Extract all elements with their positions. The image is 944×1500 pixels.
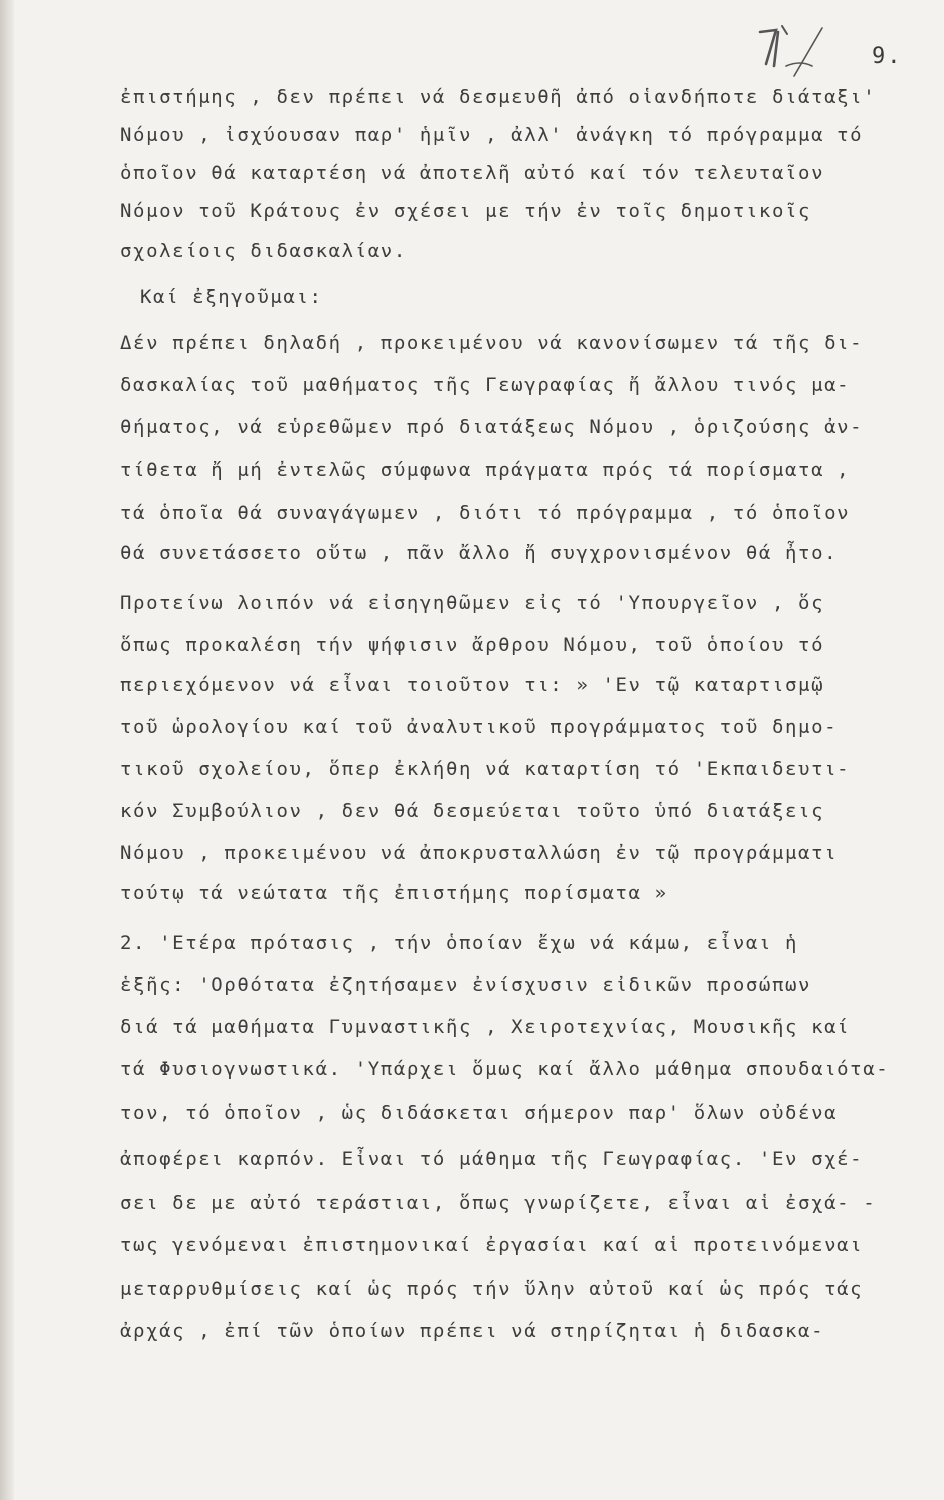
- handwritten-archive-number: [756, 20, 826, 80]
- text-line: ἐπιστήμης , δεν πρέπει νά δεσμευθῆ ἀπό οἱανδήποτε διάταξι': [120, 86, 877, 108]
- text-line: τούτῳ τά νεώτατα τῆς ἐπιστήμης πορίσματα »: [120, 882, 668, 904]
- text-line: Νόμου , ἰσχύουσαν παρ' ἡμῖν , ἀλλ' ἀνάγκη τό πρόγραμμα τό: [120, 124, 864, 146]
- text-line: μεταρρυθμίσεις καί ὡς πρός τήν ὕλην αὐτοῦ καί ὡς πρός τάς: [120, 1278, 864, 1300]
- text-line: τως γενόμεναι ἐπιστημονικαί ἐργασίαι καί αἱ προτεινόμεναι: [120, 1234, 864, 1256]
- text-line: ὅπως προκαλέση τήν ψήφισιν ἄρθρου Νόμου, τοῦ ὁποίου τό: [120, 634, 825, 656]
- text-line: τον, τό ὁποῖον , ὡς διδάσκεται σήμερον παρ' ὅλων οὐδένα: [120, 1102, 838, 1124]
- text-line: τίθετα ἤ μή ἐντελῶς σύμφωνα πράγματα πρός τά πορίσματα ,: [120, 459, 851, 481]
- text-line: 2. 'Ετέρα πρότασις , τήν ὁποίαν ἔχω νά κάμω, εἶναι ἡ: [120, 932, 799, 954]
- page-edge-shadow: [0, 0, 14, 1500]
- page-number: 9.: [872, 44, 903, 69]
- text-line: διά τά μαθήματα Γυμναστικῆς , Χειροτεχνίας, Μουσικῆς καί: [120, 1016, 851, 1038]
- text-line: Προτείνω λοιπόν νά εἰσηγηθῶμεν εἰς τό 'Υπουργεῖον , ὅς: [120, 592, 825, 614]
- text-line: τά ὁποῖα θά συναγάγωμεν , διότι τό πρόγραμμα , τό ὁποῖον: [120, 502, 851, 524]
- text-line: Καί ἐξηγοῦμαι:: [140, 286, 323, 308]
- text-line: σχολείοις διδασκαλίαν.: [120, 240, 407, 262]
- text-line: κόν Συμβούλιον , δεν θά δεσμεύεται τοῦτο ὑπό διατάξεις: [120, 800, 825, 822]
- text-line: Νόμου , προκειμένου νά ἀποκρυσταλλώση ἐν τῷ προγράμματι: [120, 842, 838, 864]
- text-line: Δέν πρέπει δηλαδή , προκειμένου νά κανονίσωμεν τά τῆς δι-: [120, 332, 864, 354]
- text-line: περιεχόμενον νά εἶναι τοιοῦτον τι: » 'Εν τῷ καταρτισμῷ: [120, 674, 825, 696]
- text-line: θήματος, νά εὑρεθῶμεν πρό διατάξεως Νόμου , ὁριζούσης ἀν-: [120, 416, 864, 438]
- text-line: δασκαλίας τοῦ μαθήματος τῆς Γεωγραφίας ἤ ἄλλου τινός μα-: [120, 374, 851, 396]
- text-line: ἑξῆς: 'Ορθότατα ἐζητήσαμεν ἐνίσχυσιν εἰδικῶν προσώπων: [120, 974, 812, 996]
- text-line: τά Φυσιογνωστικά. 'Υπάρχει ὅμως καί ἄλλο μάθημα σπουδαιότα-: [120, 1058, 890, 1080]
- text-line: τικοῦ σχολείου, ὅπερ ἐκλήθη νά καταρτίση τό 'Εκπαιδευτι-: [120, 758, 851, 780]
- text-line: ὁποῖον θά καταρτέση νά ἀποτελῆ αὐτό καί τόν τελευταῖον: [120, 162, 825, 184]
- text-line: θά συνετάσσετο οὕτω , πᾶν ἄλλο ἤ συγχρονισμένον θά ἦτο.: [120, 542, 838, 564]
- text-line: Νόμον τοῦ Κράτους ἐν σχέσει με τήν ἐν τοῖς δημοτικοῖς: [120, 200, 812, 222]
- text-line: ἀποφέρει καρπόν. Εἶναι τό μάθημα τῆς Γεωγραφίας. 'Εν σχέ-: [120, 1148, 864, 1170]
- text-line: τοῦ ὡρολογίου καί τοῦ ἀναλυτικοῦ προγράμματος τοῦ δημο-: [120, 716, 838, 738]
- text-line: σει δε με αὐτό τεράστιαι, ὅπως γνωρίζετε, εἶναι αἱ ἐσχά- -: [120, 1192, 877, 1214]
- text-line: ἀρχάς , ἐπί τῶν ὁποίων πρέπει νά στηρίζηται ἡ διδασκα-: [120, 1320, 825, 1342]
